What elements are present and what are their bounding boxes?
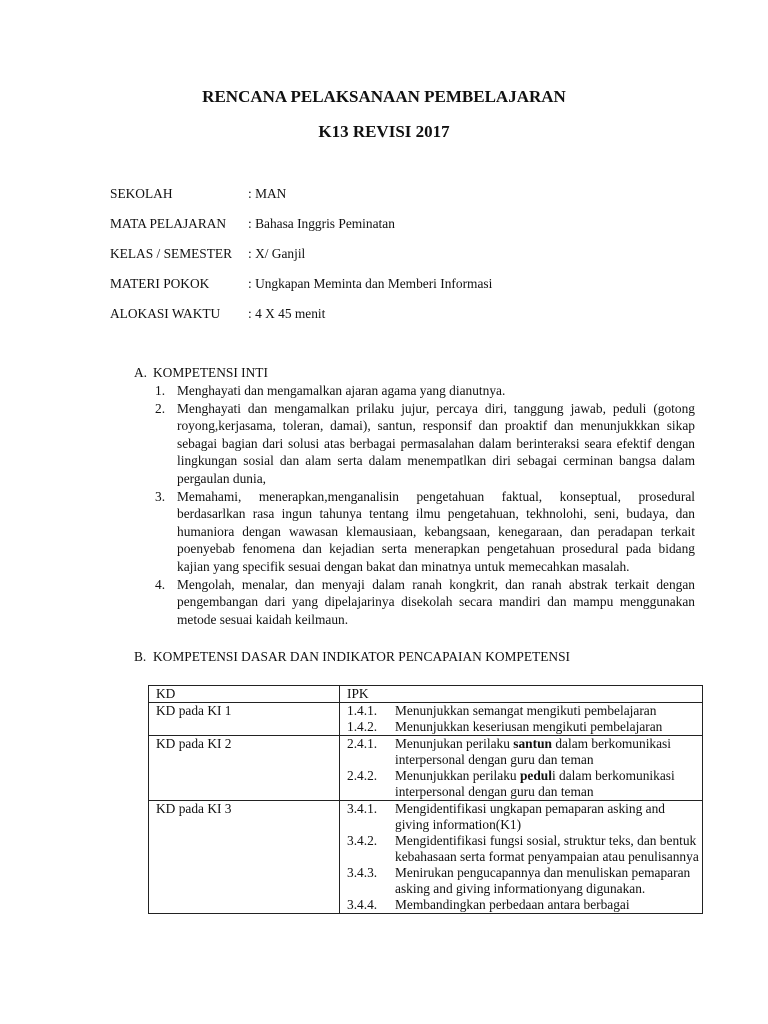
ipk-code: 3.4.4. bbox=[347, 897, 378, 912]
ipk-text-post: i dalam berkomunikasi interpersonal dengan guru dan teman bbox=[395, 768, 675, 799]
list-item bbox=[155, 488, 695, 576]
list-text: Mengolah, menalar, dan menyaji dalam ranah kongkrit, dan ranah abstrak terkait dengan pengembangan dari yang dipelajarinya disekolah secara mandiri dan mampu menggunakan metode sesuai kaidah keilmaun. bbox=[177, 576, 695, 627]
list-text: Menghayati dan mengamalkan prilaku jujur, percaya diri, tanggung jawab, peduli (gotong royong,kerjasama, toleran, damai), santun, responsif dan proaktif dan menunjukkkan sikap sebagai bagian dari solusi atas berbagai permasalahan dalam berinteraksi seara efektif dengan lingkungan sosial dan alam serta dalam menempatlkan diri sebagai cerminan bangsa dalam pergaulan dunia, bbox=[177, 400, 695, 486]
ipk-text-bold: pedul bbox=[519, 768, 552, 783]
ipk-item bbox=[347, 768, 702, 800]
ipk-item bbox=[347, 719, 702, 735]
ipk-code: 1.4.2. bbox=[347, 719, 378, 734]
ipk-cell bbox=[340, 736, 703, 801]
section-letter: B. bbox=[134, 649, 147, 664]
kd-cell: KD pada KI 3 bbox=[149, 801, 340, 914]
ipk-code: 2.4.1. bbox=[347, 736, 378, 751]
section-title: KOMPETENSI INTI bbox=[153, 365, 268, 380]
ipk-cell bbox=[340, 703, 703, 736]
ipk-code: 3.4.2. bbox=[347, 833, 378, 848]
meta-label: MATA PELAJARAN bbox=[110, 216, 227, 231]
table-row bbox=[149, 736, 703, 801]
ipk-item bbox=[347, 897, 702, 913]
kd-ipk-table bbox=[148, 685, 703, 914]
list-item bbox=[155, 576, 695, 629]
table-row bbox=[149, 801, 703, 914]
ipk-text-pre: Menunjukkan perilaku bbox=[395, 768, 520, 783]
meta-label: MATERI POKOK bbox=[110, 276, 210, 291]
ipk-item bbox=[347, 703, 702, 719]
list-item bbox=[155, 382, 695, 400]
list-text: Memahami, menerapkan,menganalisin pengetahuan faktual, konseptual, prosedural berdasarlkan rasa ingun tahunya tentang ilmu pengetahuan, tekhnolohi, seni, budaya, dan humaniora dengan wawasan klemausiaan, kebangsaan, kenegaraan, dan peradapan terkait poenyebab fenomena dan kejadian serta menerapkan pengetahuan prosedural pada bidang kajian yang specifik sesuai dengan bakat dan minatnya untuk memecahkan masalah. bbox=[177, 488, 695, 574]
list-number: 4. bbox=[155, 576, 166, 592]
meta-value: : 4 X 45 menit bbox=[248, 306, 326, 321]
table-header-kd: KD bbox=[149, 686, 340, 703]
ipk-text-post: dalam berkomunikasi interpersonal dengan guru dan teman bbox=[395, 736, 671, 767]
table-header-row bbox=[149, 686, 703, 703]
list-number: 3. bbox=[155, 488, 166, 504]
ipk-text-bold: santun bbox=[513, 736, 552, 751]
ipk-item bbox=[347, 736, 702, 768]
ipk-code: 1.4.1. bbox=[347, 703, 378, 718]
document-title: RENCANA PELAKSANAAN PEMBELAJARAN bbox=[202, 87, 566, 106]
list-text: Menghayati dan mengamalkan ajaran agama yang dianutnya. bbox=[177, 383, 506, 398]
ipk-item bbox=[347, 801, 702, 833]
meta-value: : Bahasa Inggris Peminatan bbox=[248, 216, 395, 231]
table-row bbox=[149, 703, 703, 736]
ipk-item bbox=[347, 833, 702, 865]
list-item bbox=[155, 400, 695, 488]
ipk-text: Menirukan pengucapannya dan menuliskan pemaparan asking and giving informationyang digunakan. bbox=[395, 865, 691, 896]
ipk-text-pre: Menunjukan perilaku bbox=[395, 736, 514, 751]
section-letter: A. bbox=[134, 365, 148, 380]
meta-label: SEKOLAH bbox=[110, 186, 173, 201]
section-title: KOMPETENSI DASAR DAN INDIKATOR PENCAPAIAN KOMPETENSI bbox=[153, 649, 570, 664]
kd-cell: KD pada KI 1 bbox=[149, 703, 340, 736]
list-number: 1. bbox=[155, 383, 166, 398]
document-subtitle: K13 REVISI 2017 bbox=[318, 122, 450, 141]
kompetensi-inti-list bbox=[155, 382, 695, 628]
ipk-text: Mengidentifikasi ungkapan pemaparan asking and giving information(K1) bbox=[395, 801, 665, 832]
meta-label: KELAS / SEMESTER bbox=[110, 246, 233, 261]
meta-value: : MAN bbox=[248, 186, 287, 201]
kd-cell: KD pada KI 2 bbox=[149, 736, 340, 801]
ipk-code: 2.4.2. bbox=[347, 768, 378, 783]
meta-value: : X/ Ganjil bbox=[248, 246, 306, 261]
ipk-text: Menunjukkan keseriusan mengikuti pembelajaran bbox=[395, 719, 663, 734]
list-number: 2. bbox=[155, 400, 166, 416]
meta-label: ALOKASI WAKTU bbox=[110, 306, 221, 321]
ipk-text: Mengidentifikasi fungsi sosial, struktur teks, dan bentuk kebahasaan serta format penyampaian atau penulisannya bbox=[395, 833, 699, 864]
ipk-text: Menunjukkan semangat mengikuti pembelajaran bbox=[395, 703, 657, 718]
table-header-ipk: IPK bbox=[340, 686, 703, 703]
meta-value: : Ungkapan Meminta dan Memberi Informasi bbox=[248, 276, 493, 291]
ipk-cell bbox=[340, 801, 703, 914]
ipk-text: Membandingkan perbedaan antara berbagai bbox=[395, 897, 630, 912]
ipk-code: 3.4.3. bbox=[347, 865, 378, 880]
ipk-code: 3.4.1. bbox=[347, 801, 378, 816]
ipk-item bbox=[347, 865, 702, 897]
